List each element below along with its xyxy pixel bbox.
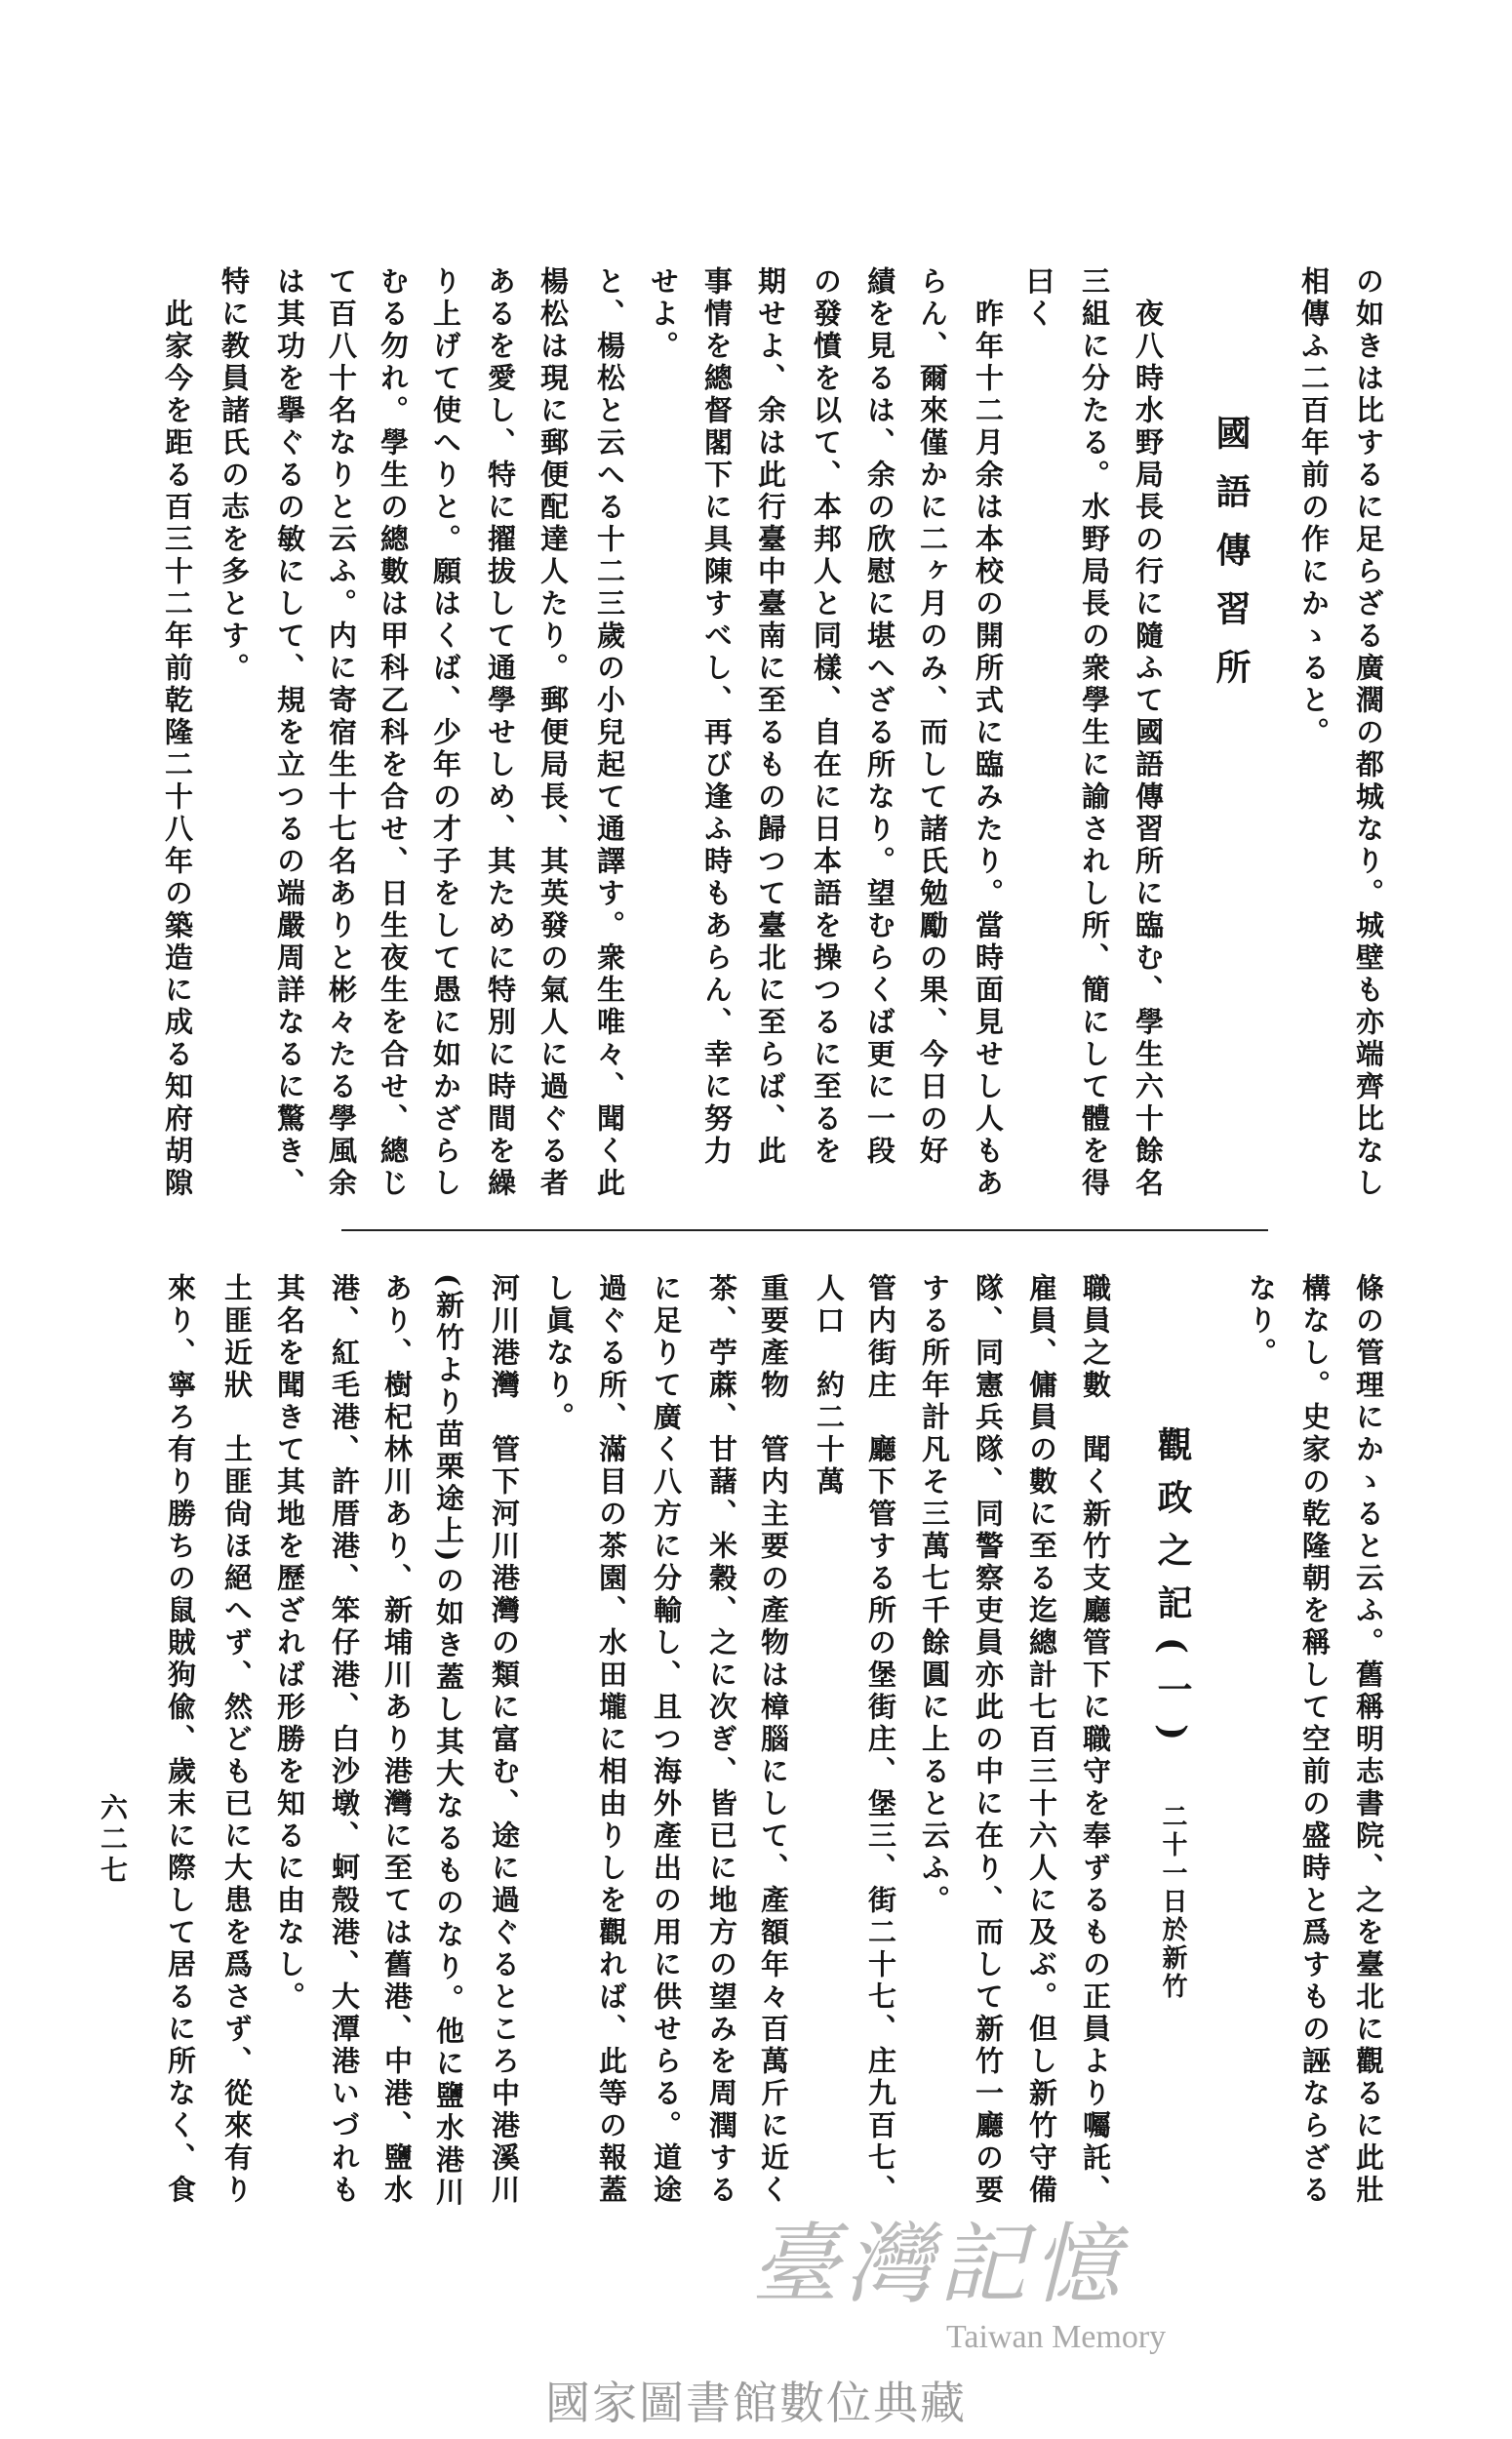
watermark-english-text: Taiwan Memory (946, 2319, 1167, 2355)
lower-text-column: 雇員、傭員の數に至る迄總計七百三十六人に及ぶ。但し新竹守備 (1025, 1273, 1058, 2207)
upper-text-column: は其功を擧ぐるの敏にして、規を立つるの端嚴周詳なるに驚き、 (273, 266, 306, 1200)
upper-text-column: の如きは比するに足らざる廣濶の都城なり。城壁も亦端齊比なし (1352, 266, 1385, 1200)
lower-text-column: 隊、同憲兵隊、同警察吏員亦此の中に在り、而して新竹一廳の要 (972, 1273, 1005, 2207)
lower-text-column: 茶、苧蔴、甘藷、米穀、之に次ぎ、皆已に地方の望みを周潤する (705, 1273, 738, 2207)
watermark-logo-text: 臺灣記憶 (751, 2214, 1126, 2316)
lower-text-column: 來り、寧ろ有り勝ちの鼠賊狗偸、歲末に際して居るに所なく、食 (164, 1273, 197, 2207)
section-heading-date: 二十一日於新竹 (1158, 1803, 1187, 2001)
upper-text-column: と、楊松と云へる十二三歲の小兒起て通譯す。衆生唯々、聞く此 (593, 266, 626, 1200)
lower-text-column: 河川港灣 管下河川港灣の類に富む、途に過ぐるところ中港溪川 (488, 1273, 521, 2207)
upper-text-column: せよ。 (647, 266, 680, 363)
upper-text-column: 事情を總督閣下に具陳すべし、再び逢ふ時もあらん、幸に努力 (700, 266, 734, 1168)
upper-text-column: て百八十名なりと云ふ。内に寄宿生十七名ありと彬々たる學風余 (325, 266, 358, 1200)
upper-text-column: 夜八時水野局長の行に隨ふて國語傳習所に臨む、學生六十餘名 (1132, 299, 1165, 1200)
upper-text-column: 曰く (1022, 266, 1055, 331)
lower-text-column: 職員之數 聞く新竹支廳管下に職守を奉ずるもの正員より囑託、 (1079, 1273, 1112, 2207)
lower-text-column: 過ぐる所、滿目の茶園、水田壠に相由りしを觀れば、此等の報蓋 (595, 1273, 628, 2207)
lower-text-column: 人口 約二十萬 (813, 1273, 846, 1499)
upper-text-column: 績を見るは、余の欣慰に堪へざる所なり。望むらくば更に一段 (863, 266, 896, 1168)
upper-text-column: 特に教員諸氏の志を多とす。 (218, 266, 251, 685)
lower-text-column: 條の管理にかゝると云ふ。舊稱明志書院、之を臺北に觀るに此壯 (1352, 1273, 1385, 2207)
lower-text-column: 土匪近狀 土匪尙ほ絕へず、然ども已に大患を爲さず、從來有り (220, 1273, 254, 2207)
page-number: 六二七 (97, 1793, 129, 1887)
upper-text-column: 相傳ふ二百年前の作にかゝると。 (1297, 266, 1331, 749)
upper-text-column: 此家今を距る百三十二年前乾隆二十八年の築造に成る知府胡隙 (161, 299, 194, 1200)
section-heading-kokugo-denshujo: 國語傳習所 (1211, 415, 1252, 707)
upper-text-column: り上げて使へりと。願はくば、少年の才子をして愚に如かざらし (429, 266, 462, 1200)
library-footer: 國家圖書館數位典藏 (545, 2377, 967, 2429)
lower-text-column: に足りて廣く八方に分輸し、且つ海外產出の用に供せらる。道途 (650, 1273, 683, 2207)
lower-text-column: (新竹より苗栗途上)の如き蓋し其大なるものなり。他に鹽水港川 (432, 1273, 465, 2210)
upper-text-column: あるを愛し、特に擢拔して通學せしめ、其ために特別に時間を繰 (484, 266, 517, 1200)
upper-text-column: の發憤を以て、本邦人と同樣、自在に日本語を操つるに至るを (810, 266, 843, 1168)
lower-text-column: 管内街庄 廳下管する所の堡街庄、堡三、街二十七、庄九百七、 (864, 1273, 897, 2207)
upper-text-column: むる勿れ。學生の總數は甲科乙科を合せ、日生夜生を合せ、總じ (377, 266, 410, 1200)
lower-text-column: なり。 (1245, 1273, 1278, 1370)
upper-text-column: 期せよ、余は此行臺中臺南に至るもの歸つて臺北に至らば、此 (754, 266, 787, 1168)
taiwan-memory-watermark (751, 2214, 1278, 2363)
upper-text-column: 楊松は現に郵便配達人たり。郵便局長、其英發の氣人に過ぐる者 (537, 266, 570, 1200)
lower-text-column: 港、紅毛港、許厝港、笨仔港、白沙墩、蚵殼港、大潭港いづれも (328, 1273, 361, 2207)
upper-text-column: 昨年十二月余は本校の開所式に臨みたり。當時面見せし人もあ (972, 299, 1005, 1200)
section-divider (341, 1229, 1268, 1231)
lower-text-column: 其名を聞きて其地を歷ざれば形勝を知るに由なし。 (273, 1273, 306, 2014)
upper-text-column: らん、爾來僅かに二ヶ月のみ、而して諸氏勉勵の果、今日の好 (916, 266, 949, 1168)
lower-text-column: 重要產物 管内主要の產物は樟腦にして、產額年々百萬斤に近く (757, 1273, 790, 2207)
lower-text-column: し眞なり。 (542, 1273, 576, 1434)
section-heading-kansei-no-ki: 觀政之記(一) (1152, 1426, 1193, 1759)
lower-text-column: 構なし。史家の乾隆朝を稱して空前の盛時と爲すもの誣ならざる (1298, 1273, 1332, 2207)
lower-text-column: する所年計凡そ三萬七千餘圓に上ると云ふ。 (918, 1273, 951, 1917)
lower-text-column: あり、樹杞林川あり、新埔川あり港灣に至ては舊港、中港、鹽水 (380, 1273, 414, 2207)
upper-text-column: 三組に分たる。水野局長の衆學生に諭されし所、簡にして體を得 (1078, 266, 1111, 1200)
